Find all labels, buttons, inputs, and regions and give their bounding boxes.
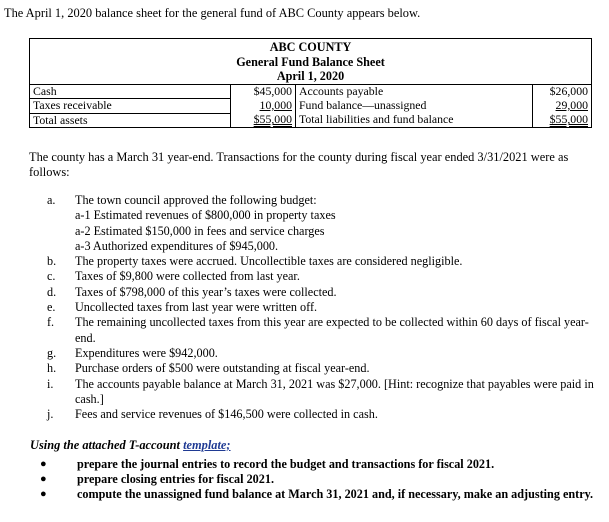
instructions-lead: Using the attached T-account	[30, 438, 184, 452]
liability-value: $26,000	[533, 84, 592, 99]
asset-label: Cash	[30, 84, 231, 99]
transaction-list	[29, 193, 607, 422]
instructions-list	[35, 457, 595, 502]
item-marker: h.	[47, 361, 57, 376]
template-link[interactable]: template;	[183, 438, 231, 452]
item-text: Expenditures were $942,000.	[75, 345, 218, 360]
item-marker: c.	[47, 269, 56, 284]
item-text: Uncollected taxes from last year were written off.	[75, 300, 318, 315]
list-item	[29, 239, 607, 254]
item-marker: g.	[47, 345, 57, 360]
item-marker: a.	[47, 193, 56, 207]
list-item	[29, 346, 607, 361]
item-text: The property taxes were accrued. Uncollectible taxes are considered negligible.	[75, 254, 463, 269]
bullet-text: prepare the journal entries to record the budget and transactions for fiscal 2021.	[77, 457, 495, 471]
liability-total-value: $55,000	[549, 112, 588, 127]
list-item	[29, 193, 607, 208]
item-text: The remaining uncollected taxes from this year are expected to be collected within 60 days of fiscal year-end.	[75, 315, 589, 345]
balance-sheet-header	[30, 39, 591, 84]
intro-text: The April 1, 2020 balance sheet for the general fund of ABC County appears below.	[4, 6, 421, 20]
asset-value: 10,000	[259, 98, 292, 112]
bullet-icon: ●	[40, 488, 47, 500]
item-marker: j.	[47, 407, 54, 422]
list-item	[29, 300, 607, 315]
item-text: a-1 Estimated revenues of $800,000 in property taxes	[75, 208, 336, 223]
liability-value: 29,000	[555, 98, 588, 112]
asset-total-label: Total assets	[30, 113, 231, 127]
item-text: Purchase orders of $500 were outstanding at fiscal year-end.	[75, 361, 370, 376]
item-marker: e.	[47, 300, 56, 315]
bullet-text: compute the unassigned fund balance at March 31, 2021 and, if necessary, make an adjusting entry.	[77, 487, 594, 501]
item-marker: i.	[47, 376, 54, 391]
item-marker: d.	[47, 284, 57, 299]
bullet-icon: ●	[40, 473, 47, 485]
list-item	[29, 315, 607, 346]
balance-sheet	[29, 38, 592, 128]
list-item	[29, 254, 607, 269]
list-item	[29, 224, 607, 239]
item-text: The accounts payable balance at March 31, 2021 was $27,000. [Hint: recognize that payables were paid in cash.]	[75, 376, 594, 406]
asset-total-value: $55,000	[253, 112, 292, 127]
table-row	[30, 113, 591, 127]
asset-value: $45,000	[231, 84, 296, 99]
table-row	[30, 99, 591, 114]
table-row	[30, 84, 591, 99]
statement-title: General Fund Balance Sheet	[236, 54, 385, 69]
item-text: Taxes of $798,000 of this year’s taxes were collected.	[75, 284, 337, 299]
item-text: Fees and service revenues of $146,500 were collected in cash.	[75, 407, 378, 422]
entity-name: ABC COUNTY	[269, 40, 352, 54]
list-item	[35, 457, 595, 472]
list-item	[35, 487, 595, 502]
asset-label: Taxes receivable	[30, 99, 231, 114]
item-text: Taxes of $9,800 were collected from last year.	[75, 269, 300, 284]
item-text: a-3 Authorized expenditures of $945,000.	[75, 238, 279, 253]
balance-sheet-table	[30, 84, 591, 128]
year-end-paragraph: The county has a March 31 year-end. Transactions for the county during fiscal year ended 3/31/2021 were as follows:	[29, 150, 569, 179]
list-item	[29, 407, 607, 422]
list-item	[29, 208, 607, 223]
instructions-heading	[30, 438, 605, 453]
item-text: a-2 Estimated $150,000 in fees and service charges	[75, 223, 325, 238]
liability-label: Fund balance—unassigned	[299, 98, 427, 112]
statement-date: April 1, 2020	[276, 69, 345, 83]
liability-label: Accounts payable	[296, 84, 533, 99]
list-item	[29, 269, 607, 284]
item-marker: b.	[47, 254, 57, 269]
bullet-icon: ●	[40, 458, 47, 470]
list-item	[35, 472, 595, 487]
list-item	[29, 377, 607, 408]
item-text: The town council approved the following budget:	[75, 193, 317, 207]
list-item	[29, 361, 607, 376]
list-item	[29, 285, 607, 300]
bullet-text: prepare closing entries for fiscal 2021.	[77, 472, 275, 486]
item-marker: f.	[47, 315, 55, 330]
liability-total-label: Total liabilities and fund balance	[299, 112, 454, 127]
